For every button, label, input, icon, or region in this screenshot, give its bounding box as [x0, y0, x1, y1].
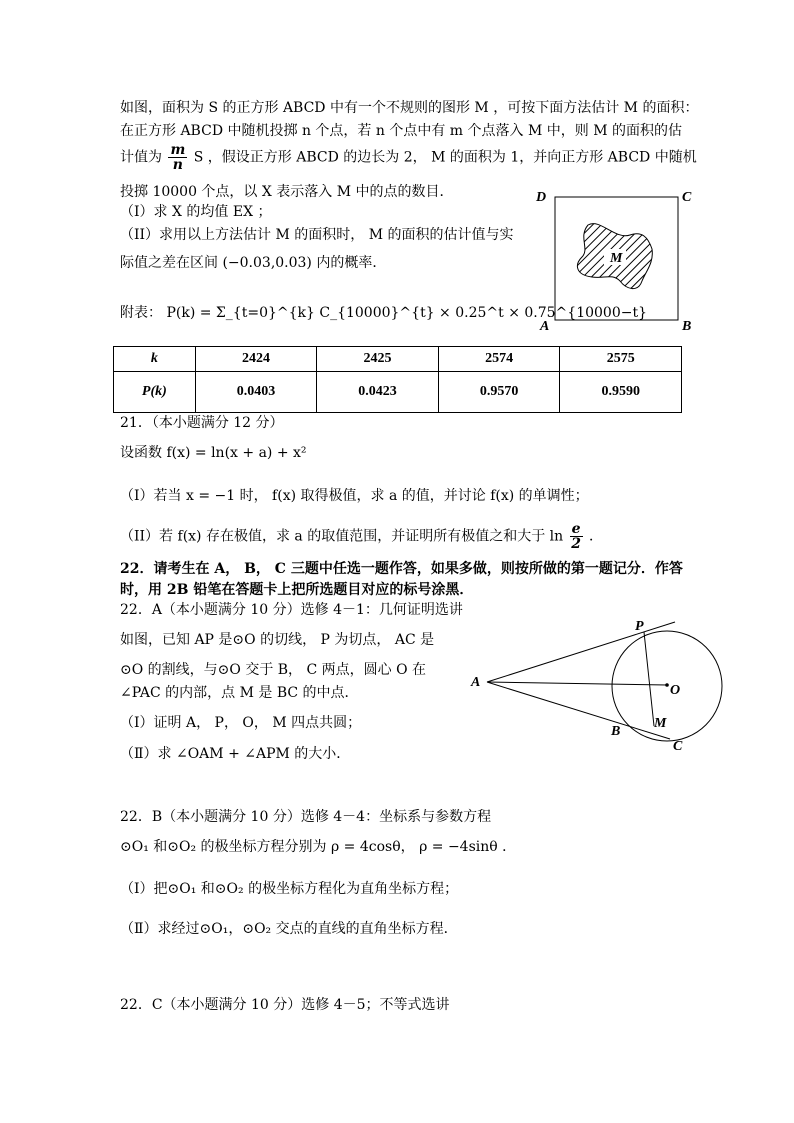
fraction-denominator: 2 — [571, 536, 581, 552]
table-row — [114, 347, 682, 372]
p22a-line2: ⊙O 的割线，与⊙O 交于 B， C 两点，圆心 O 在 — [120, 662, 427, 678]
p22-instruction-line1: 22．请考生在 A， B， C 三题中任选一题作答，如果多做，则按所做的第一题记分．作答 — [120, 561, 683, 577]
label-a: A — [471, 675, 481, 690]
fraction-m-over-n — [168, 143, 187, 172]
center-point-o — [665, 683, 669, 687]
p22b-title: 22．B（本小题满分 10 分）选修 4－4：坐标系与参数方程 — [120, 809, 492, 825]
p21-question2 — [120, 522, 603, 551]
p20-line1: 如图，面积为 S 的正方形 ABCD 中有一个不规则的图形 M ，可按下面方法估计 M 的面积： — [120, 100, 699, 116]
label-m: M — [654, 716, 667, 731]
p22a-title: 22．A（本小题满分 10 分）选修 4－1：几何证明选讲 — [120, 602, 463, 618]
table-header-cell: 2575 — [560, 347, 682, 372]
label-p: P — [635, 619, 644, 634]
secant-ac — [487, 682, 670, 739]
p21-function: 设函数 f(x) = ln(x + a) + x² — [120, 445, 307, 461]
table-cell: 0.9590 — [560, 372, 682, 413]
p20-question2a: （II）求用以上方法估计 M 的面积时， M 的面积的估计值与实 — [120, 227, 514, 243]
p21-question2-text: （II）若 f(x) 存在极值，求 a 的取值范围，并证明所有极值之和大于 ln — [120, 528, 564, 545]
label-m: M — [610, 251, 623, 266]
fraction-e-over-2 — [570, 522, 583, 551]
fraction-numerator: m — [170, 142, 186, 158]
p22b-question2: （Ⅱ）求经过⊙O₁，⊙O₂ 交点的直线的直角坐标方程． — [120, 921, 458, 937]
label-b: B — [682, 319, 692, 334]
p22a-question2: （Ⅱ）求 ∠OAM + ∠APM 的大小． — [120, 746, 351, 762]
segment-ao — [487, 682, 667, 685]
p20-line3-end: S ，假设正方形 ABCD 的边长为 2， M 的面积为 1，并向正方形 ABCD 中随机 — [193, 149, 697, 166]
label-o: O — [670, 683, 681, 698]
label-c: C — [673, 739, 683, 754]
table-header-cell: 2574 — [438, 347, 560, 372]
table-cell: 0.9570 — [438, 372, 560, 413]
p21-question2-end: ． — [588, 528, 603, 545]
p22b-line1: ⊙O₁ 和⊙O₂ 的极坐标方程分别为 ρ = 4cosθ， ρ = −4sinθ ． — [120, 839, 517, 855]
square-figure — [530, 185, 730, 335]
p21-question1: （I）若当 x = −1 时， f(x) 取得极值，求 a 的值，并讨论 f(x) 的单调性； — [120, 488, 589, 504]
p20-question1: （I）求 X 的均值 EX ； — [120, 204, 272, 220]
probability-table — [113, 346, 682, 413]
p22b-question1: （Ⅰ）把⊙O₁ 和⊙O₂ 的极坐标方程化为直角坐标方程； — [120, 881, 459, 897]
p20-line4: 投掷 10000 个点，以 X 表示落入 M 中的点的数目． — [120, 184, 454, 200]
p20-question2b: 际值之差在区间 (−0.03,0.03) 内的概率． — [120, 255, 387, 271]
p20-line2: 在正方形 ABCD 中随机投掷 n 个点，若 n 个点中有 m 个点落入 M 中，则 M 的面积的估 — [120, 123, 682, 139]
p20-appendix-formula: 附表： P(k) = Σ_{t=0}^{k} C_{10000}^{t} × 0.25^t × 0.75^{10000−t} — [120, 305, 647, 321]
p21-title: 21．（本小题满分 12 分） — [120, 415, 284, 431]
p20-line3-start: 计值为 — [120, 149, 162, 166]
table-cell: 0.0423 — [317, 372, 439, 413]
circle-figure — [465, 612, 735, 762]
segment-pm — [644, 632, 654, 726]
p20-line3 — [120, 143, 697, 172]
table-cell: 0.0403 — [195, 372, 317, 413]
label-b: B — [611, 724, 621, 739]
table-header-cell: 2425 — [317, 347, 439, 372]
p22c-title: 22．C（本小题满分 10 分）选修 4－5；不等式选讲 — [120, 997, 450, 1013]
table-row — [114, 372, 682, 413]
table-cell: P(k) — [114, 372, 196, 413]
p22a-line3: ∠PAC 的内部，点 M 是 BC 的中点． — [120, 685, 359, 701]
fraction-numerator: e — [571, 521, 581, 537]
fraction-denominator: n — [172, 157, 183, 173]
label-c: C — [682, 190, 692, 205]
table-header-cell: k — [114, 347, 196, 372]
p22a-line1: 如图，已知 AP 是⊙O 的切线， P 为切点， AC 是 — [120, 632, 435, 648]
p22-instruction-line2: 时，用 2B 铅笔在答题卡上把所选题目对应的标号涂黑． — [120, 582, 474, 598]
tangent-ap — [487, 622, 675, 682]
p22a-question1: （Ⅰ）证明 A， P， O， M 四点共圆； — [120, 715, 362, 731]
label-a: A — [540, 319, 550, 334]
table-header-cell: 2424 — [195, 347, 317, 372]
label-d: D — [536, 190, 547, 205]
